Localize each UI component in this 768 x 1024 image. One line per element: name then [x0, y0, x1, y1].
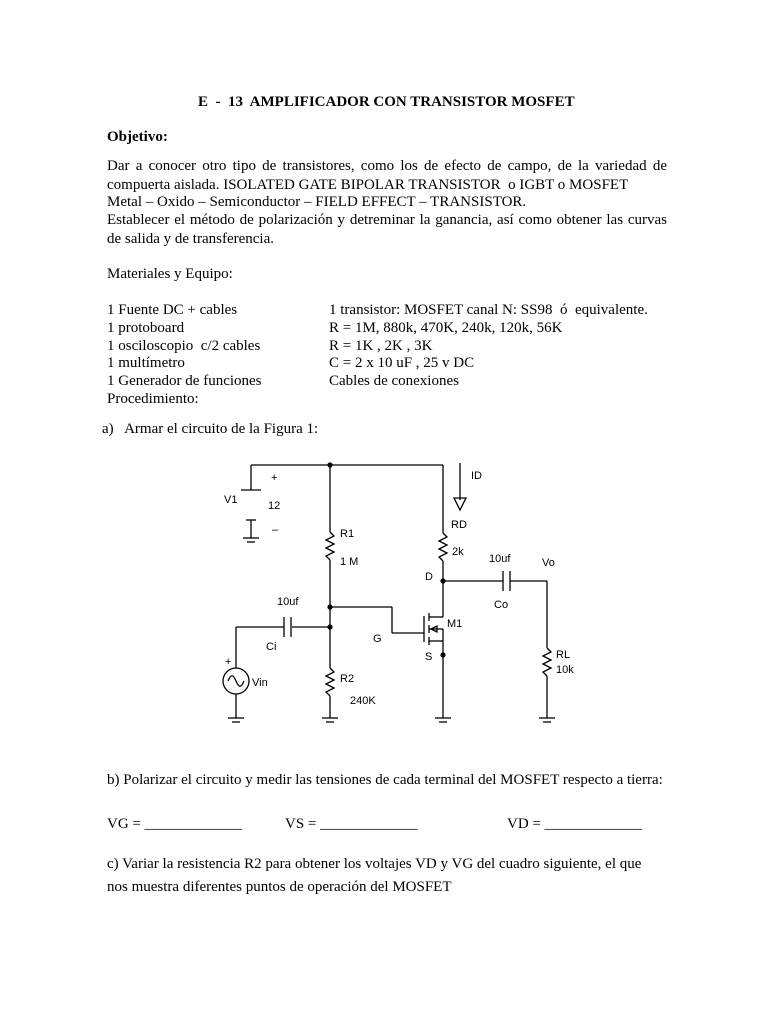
objective-heading: Objetivo: — [107, 129, 168, 145]
r2-label: R2 — [340, 673, 355, 685]
objective-line: de salida y de transferencia. — [107, 231, 274, 247]
materials-left-item: 1 osciloscopio c/2 cables — [107, 338, 261, 354]
materials-left-item: 1 Fuente DC + cables — [107, 302, 238, 318]
step-b: b) Polarizar el circuito y medir las tensiones de cada terminal del MOSFET respecto a tierra: — [107, 772, 663, 788]
v1-label: V1 — [224, 494, 238, 506]
sine-icon — [228, 676, 244, 687]
co-label: Co — [494, 599, 509, 611]
m1-label: M1 — [447, 618, 463, 630]
objective-line: compuerta aislada. ISOLATED GATE BIPOLAR TRANSISTOR o IGBT o MOSFET — [107, 177, 629, 193]
materials-left-item: 1 Generador de funciones — [107, 373, 262, 389]
materials-left-item: 1 protoboard — [107, 320, 185, 336]
step-a: a) Armar el circuito de la Figura 1: — [102, 421, 319, 437]
measure-vs: VS = _____________ — [285, 816, 418, 832]
materials-right-item: C = 2 x 10 uF , 25 v DC — [329, 355, 475, 371]
cout-value: 10uf — [489, 553, 511, 565]
vo-label: Vo — [542, 557, 555, 569]
materials-right-item: R = 1K , 2K , 3K — [329, 338, 433, 354]
source-dot — [440, 652, 445, 657]
objective-line: Metal – Oxido – Semiconductor – FIELD EFFECT – TRANSISTOR. — [107, 194, 527, 210]
materials-right-item: 1 transistor: MOSFET canal N: SS98 ó equivalente. — [329, 302, 648, 318]
r1-resistor — [326, 532, 334, 560]
procedure-heading: Procedimiento: — [107, 391, 199, 407]
v1-value: 12 — [268, 500, 281, 512]
junction-dot — [327, 624, 332, 629]
id-label: ID — [471, 470, 482, 482]
rl-resistor — [543, 648, 551, 676]
r1-value: 1 M — [340, 556, 359, 568]
objective-line: Dar a conocer otro tipo de transistores, como los de efecto de campo, de la variedad de — [107, 158, 667, 174]
ci-label: Ci — [266, 641, 277, 653]
materials-left-item: 1 multímetro — [107, 355, 185, 371]
materials-right-item: Cables de conexiones — [329, 373, 459, 389]
v1-minus: – — [272, 524, 279, 536]
step-c-line: c) Variar la resistencia R2 para obtener los voltajes VD y VG del cuadro siguiente, el que — [107, 856, 642, 872]
rl-label: RL — [556, 649, 571, 661]
drain-label: D — [425, 571, 433, 583]
cin-value: 10uf — [277, 596, 299, 608]
vin-plus: + — [225, 656, 232, 668]
vin-label: Vin — [252, 677, 268, 689]
source-label: S — [425, 651, 433, 663]
v1-plus: + — [271, 472, 278, 484]
step-c-line: nos muestra diferentes puntos de operación del MOSFET — [107, 879, 452, 895]
materials-heading: Materiales y Equipo: — [107, 266, 233, 282]
rd-label: RD — [451, 519, 467, 531]
rd-resistor — [439, 533, 447, 561]
page-title: E - 13 AMPLIFICADOR CON TRANSISTOR MOSFET — [198, 94, 575, 110]
objective-line: Establecer el método de polarización y detreminar la ganancia, así como obtener las curvas — [107, 212, 667, 228]
r2-resistor — [326, 668, 334, 696]
rl-value: 10k — [556, 664, 574, 676]
rd-value: 2k — [452, 546, 464, 558]
measure-vg: VG = _____________ — [107, 816, 243, 832]
r2-value: 240K — [350, 695, 376, 707]
measure-vd: VD = _____________ — [507, 816, 643, 832]
materials-right-item: R = 1M, 880k, 470K, 240k, 120k, 56K — [329, 320, 563, 336]
r1-label: R1 — [340, 528, 355, 540]
gate-label: G — [373, 633, 382, 645]
